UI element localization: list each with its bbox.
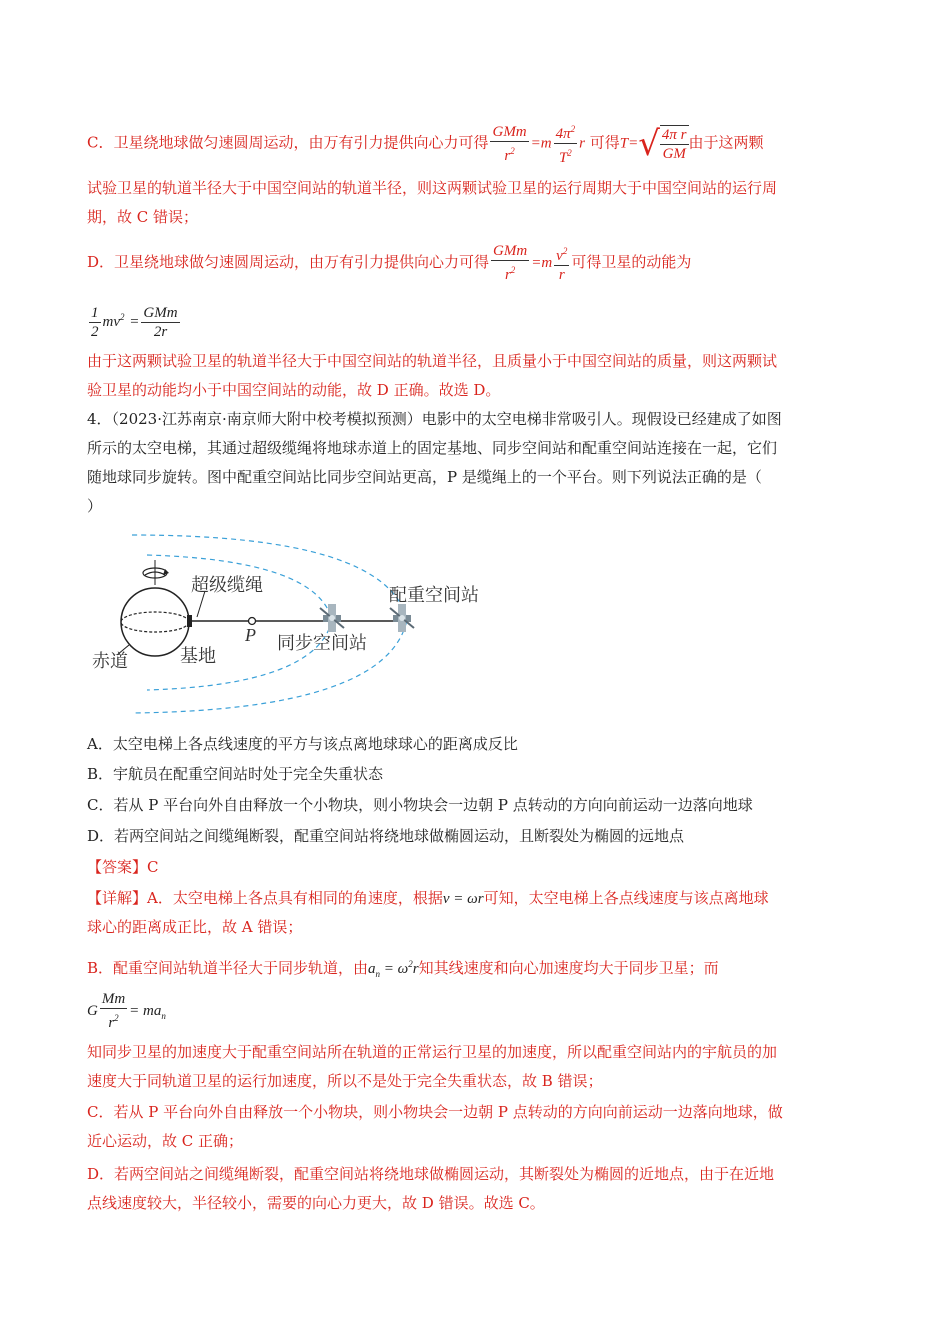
detail-d-line1: D．若两空间站之间缆绳断裂，配重空间站将绕地球做椭圆运动，其断裂处为椭圆的近地点，由于在近地 bbox=[87, 1165, 775, 1183]
formula-an-omega2-r: = $\omega^2r$ bbox=[383, 959, 419, 977]
d-analysis-line3: 由于这两颗试验卫星的轨道半径大于中国空间站的轨道半径，且质量小于中国空间站的质量，则这两颗试 bbox=[87, 352, 778, 370]
detail-a-line1: 【详解】A．太空电梯上各点具有相同的角速度，根据v = ωr可知，太空电梯上各点线速度与该点离地球 bbox=[87, 889, 769, 907]
question-4-line2: 所示的太空电梯，其通过超级缆绳将地球赤道上的固定基地、同步空间站和配重空间站连接在一起，它们 bbox=[87, 439, 778, 457]
gravity-formula: G $\frac{Mm}{r^2}$ = $ma_n$ bbox=[87, 991, 166, 1031]
base-block bbox=[187, 615, 192, 627]
fraction-gmm-r2-d: $\frac{\text{GMm}}{r^2}$ bbox=[493, 243, 528, 283]
option-c: C．若从 P 平台向外自由释放一个小物块，则小物块会一边朝 P 点转动的方向向前运动一边落向地球 bbox=[87, 796, 753, 814]
c-analysis-line2: 试验卫星的轨道半径大于中国空间站的轨道半径，则这两颗试验卫星的运行周期大于中国空间站的运行周 bbox=[87, 179, 778, 197]
equator-ellipse bbox=[121, 612, 189, 632]
detail-b-line3: 知同步卫星的加速度大于配重空间站所在轨道的正常运行卫星的加速度，所以配重空间站内的宇航员的加 bbox=[87, 1043, 778, 1061]
fraction-v2-r: $\frac{v^2}{r}$ bbox=[554, 242, 569, 284]
label-base: 基地 bbox=[180, 646, 216, 667]
option-d: D．若两空间站之间缆绳断裂，配重空间站将绕地球做椭圆运动，且断裂处为椭圆的远地点 bbox=[87, 827, 685, 845]
answer-line: 【答案】C bbox=[87, 858, 159, 876]
counterweight-station-icon bbox=[390, 604, 414, 632]
c-analysis-line3: 期，故 C 错误； bbox=[87, 208, 199, 226]
label-counterweight: 配重空间站 bbox=[389, 585, 479, 606]
label-sync-station: 同步空间站 bbox=[277, 633, 367, 654]
question-4-line3: 随地球同步旋转。图中配重空间站比同步空间站更高，P 是缆绳上的一个平台。则下列说法正确的是（ bbox=[87, 468, 762, 486]
detail-d-line2: 点线速度较大，半径较小，需要的向心力更大，故 D 错误。故选 C。 bbox=[87, 1194, 545, 1212]
label-equator: 赤道 bbox=[92, 651, 128, 672]
d-analysis-line4: 验卫星的动能均小于中国空间站的动能，故 D 正确。故选 D。 bbox=[87, 381, 501, 399]
platform-p bbox=[249, 618, 256, 625]
sync-station-icon bbox=[320, 604, 344, 632]
fraction-gmm-r2: $\frac{\text{GMm}}{r^2}$ bbox=[492, 123, 527, 164]
space-elevator-diagram bbox=[87, 525, 507, 725]
label-p: P bbox=[245, 625, 256, 645]
label-cable: 超级缆绳 bbox=[191, 575, 263, 596]
earth bbox=[121, 588, 189, 656]
option-a: A．太空电梯上各点线速度的平方与该点离地球球心的距离成反比 bbox=[87, 735, 518, 753]
kinetic-energy-formula: $\frac{1}{2}$ $mv^2$ = $\frac{\text{GMm}}{2r}$ bbox=[91, 304, 178, 340]
detail-b-line4: 速度大于同轨道卫星的运行加速度，所以不是处于完全失重状态，故 B 错误； bbox=[87, 1072, 603, 1090]
formula-v-omega-r: v = ωr bbox=[442, 891, 484, 907]
d-analysis-line1: D．卫星绕地球做匀速圆周运动，由万有引力提供向心力可得 $\frac{\text{GMm}}{r^2}$ =m $\frac{v^2}{r}$ 可得卫星的动能为 bbox=[87, 243, 692, 283]
sqrt-period-formula: √ $\frac{\text{4π r}}{GM}$ bbox=[638, 123, 687, 164]
detail-b-line1: B．配重空间站轨道半径大于同步轨道，由$a_n = \omega^2r$知其线速度和向心加速度均大于同步卫星；而 bbox=[87, 959, 719, 979]
detail-a-line2: 球心的距离成正比，故 A 错误； bbox=[87, 918, 303, 936]
outer-orbit bbox=[132, 535, 407, 713]
question-4-line1: 4．（2023·江苏南京·南京师大附中校考模拟预测）电影中的太空电梯非常吸引人。现假设已经建成了如图 bbox=[87, 410, 782, 428]
option-b: B．宇航员在配重空间站时处于完全失重状态 bbox=[87, 765, 384, 783]
c-analysis-line1: C．卫星绕地球做匀速圆周运动，由万有引力提供向心力可得 $\frac{\text{GMm}}{r^2}$ =m $\frac{4\pi^2}{T^2}$ r 可得T= √ $\frac{\text{4π r}}{GM}$ 由于这两颗 bbox=[87, 120, 857, 167]
detail-c-line1: C．若从 P 平台向外自由释放一个小物块，则小物块会一边朝 P 点转动的方向向前运动一边落向地球，做 bbox=[87, 1103, 783, 1121]
fraction-4pi2-t2: $\frac{4\pi^2}{T^2}$ bbox=[554, 120, 578, 167]
question-4-line4: ） bbox=[87, 497, 103, 515]
detail-c-line2: 近心运动，故 C 正确； bbox=[87, 1132, 244, 1150]
